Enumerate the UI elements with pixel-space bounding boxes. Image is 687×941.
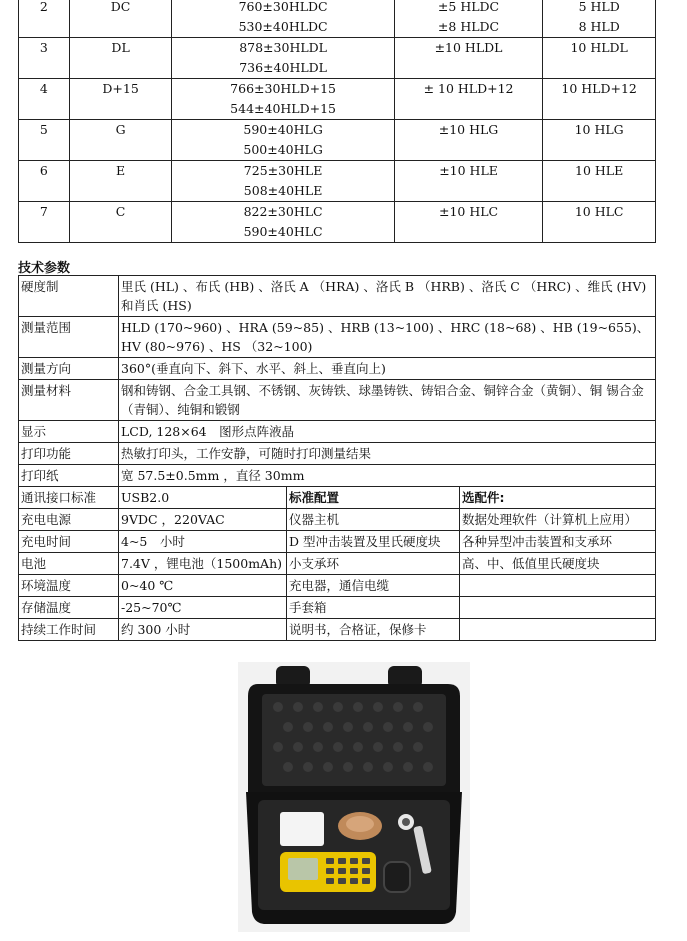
row-number — [19, 79, 70, 120]
print-label: 打印功能 — [19, 443, 119, 465]
test-block-detail — [346, 816, 374, 832]
range-row — [19, 0, 656, 38]
range-row — [19, 120, 656, 161]
opt-item-1: 数据处理软件（计算机上应用） — [460, 509, 656, 531]
spec-table — [18, 275, 656, 641]
row-number — [19, 38, 70, 79]
impact-device-type-text: DC — [110, 0, 131, 14]
storage-label: 存储温度 — [19, 597, 119, 619]
spec-row-direction — [19, 358, 656, 380]
error-value-text: ±10 HLC — [438, 204, 499, 219]
hardness-range-text: 766±30HLD+15 — [230, 81, 337, 96]
hardness-range — [172, 79, 394, 120]
impact-device-type — [69, 161, 172, 202]
repeatability-value-text: 10 HLDL — [570, 40, 628, 55]
std-item-2: D 型冲击装置及里氏硬度块 — [287, 531, 460, 553]
hardness-range — [172, 0, 394, 38]
error-value-text: ±5 HLDC — [437, 0, 500, 14]
repeatability-value — [543, 120, 656, 161]
impact-device-type-text: DL — [111, 40, 130, 55]
repeatability-value-text: 5 HLD — [578, 0, 620, 14]
error-value — [394, 79, 543, 120]
interface-value: USB2.0 — [119, 487, 287, 509]
hardness-range — [172, 161, 394, 202]
row-number-text: 3 — [39, 40, 48, 55]
hardness-range-table — [18, 0, 656, 243]
display-label: 显示 — [19, 421, 119, 443]
direction-value: 360°(垂直向下、斜下、水平、斜上、垂直向上) — [119, 358, 656, 380]
direction-label: 测量方向 — [19, 358, 119, 380]
spec-row-interface — [19, 487, 656, 509]
impact-device-type — [69, 0, 172, 38]
hardness-label: 硬度制 — [19, 276, 119, 317]
repeatability-value-text: 10 HLD+12 — [561, 81, 637, 96]
repeatability-value-text: 8 HLD — [578, 19, 620, 34]
spec-row-work — [19, 619, 656, 641]
row-number — [19, 161, 70, 202]
power-label: 充电电源 — [19, 509, 119, 531]
charge-label: 充电时间 — [19, 531, 119, 553]
repeatability-value — [543, 161, 656, 202]
spec-row-battery — [19, 553, 656, 575]
impact-device-type-text: G — [115, 122, 126, 137]
spec-title: 技术参数 — [18, 261, 71, 276]
hardness-range-text: 530±40HLDC — [238, 19, 328, 34]
row-number — [19, 120, 70, 161]
opt-item-empty-6 — [460, 619, 656, 641]
spec-row-material — [19, 380, 656, 421]
spec-row-hardness — [19, 276, 656, 317]
charge-value: 4~5 小时 — [119, 531, 287, 553]
hardness-range-text: 725±30HLE — [243, 163, 323, 178]
material-label: 测量材料 — [19, 380, 119, 421]
opt-item-2: 各种异型冲击装置和支承环 — [460, 531, 656, 553]
range-value: HLD (170~960) 、HRA (59~85) 、HRB (13~100) 、HRC (18~68) 、HB (19~655)、 HV (80~976) 、HS （32~100) — [119, 317, 656, 358]
hardness-range-text: 500±40HLG — [243, 142, 323, 157]
impact-device-type — [69, 120, 172, 161]
paper-label: 打印纸 — [19, 465, 119, 487]
row-number-text: 4 — [39, 81, 48, 96]
spec-row-env — [19, 575, 656, 597]
battery-value: 7.4V ，锂电池（1500mAh) — [119, 553, 287, 575]
range-row — [19, 38, 656, 79]
support-ring-hole — [402, 818, 410, 826]
repeatability-value — [543, 79, 656, 120]
opt-item-3: 高、中、低值里氏硬度块 — [460, 553, 656, 575]
row-number-text: 7 — [39, 204, 48, 219]
spec-row-paper — [19, 465, 656, 487]
hardness-range-text: 590±40HLG — [243, 122, 323, 137]
hardness-range-text: 544±40HLD+15 — [230, 101, 337, 116]
row-number-text: 6 — [39, 163, 48, 178]
error-value-text: ± 10 HLD+12 — [423, 81, 514, 96]
env-value: 0~40 ℃ — [119, 575, 287, 597]
repeatability-value-text: 10 HLC — [574, 204, 624, 219]
std-item-5: 手套箱 — [287, 597, 460, 619]
impact-device-type-text: E — [116, 163, 126, 178]
product-case-photo — [238, 662, 470, 932]
repeatability-value-text: 10 HLG — [574, 122, 624, 137]
error-value — [394, 161, 543, 202]
spec-row-charge — [19, 531, 656, 553]
row-number — [19, 0, 70, 38]
hardness-range-text: 508±40HLE — [243, 183, 323, 198]
error-value-text: ±10 HLG — [438, 122, 499, 137]
std-item-3: 小支承环 — [287, 553, 460, 575]
hardness-range — [172, 38, 394, 79]
error-value-text: ±10 HLE — [439, 163, 498, 178]
spec-row-print — [19, 443, 656, 465]
power-value: 9VDC ，220VAC — [119, 509, 287, 531]
hardness-range — [172, 120, 394, 161]
paper-value: 宽 57.5±0.5mm ，直径 30mm — [119, 465, 656, 487]
spec-row-range — [19, 317, 656, 358]
hardness-range-text: 736±40HLDL — [239, 60, 327, 75]
row-number-text: 5 — [39, 122, 48, 137]
impact-device-type — [69, 79, 172, 120]
std-config-header: 标准配置 — [287, 487, 460, 509]
std-item-4: 充电器，通信电缆 — [287, 575, 460, 597]
work-label: 持续工作时间 — [19, 619, 119, 641]
repeatability-value — [543, 38, 656, 79]
battery-label: 电池 — [19, 553, 119, 575]
optional-header: 选配件: — [460, 487, 656, 509]
error-value — [394, 38, 543, 79]
error-value-text: ±8 HLDC — [437, 19, 500, 34]
hardness-range-text: 878±30HLDL — [239, 40, 327, 55]
work-value: 约 300 小时 — [119, 619, 287, 641]
error-value — [394, 120, 543, 161]
hardness-range-text: 590±40HLC — [243, 224, 323, 239]
display-value: LCD, 128×64 图形点阵液晶 — [119, 421, 656, 443]
print-value: 热敏打印头，工作安静，可随时打印测量结果 — [119, 443, 656, 465]
spec-row-power — [19, 509, 656, 531]
impact-device-type-text: C — [115, 204, 126, 219]
hardness-range-text: 760±30HLDC — [238, 0, 328, 14]
std-item-6: 说明书，合格证，保修卡 — [287, 619, 460, 641]
repeatability-value — [543, 0, 656, 38]
spec-row-storage — [19, 597, 656, 619]
repeatability-value — [543, 202, 656, 243]
range-row — [19, 161, 656, 202]
env-label: 环境温度 — [19, 575, 119, 597]
cable-coil — [384, 862, 410, 892]
tester-screen — [288, 858, 318, 880]
impact-device-type — [69, 202, 172, 243]
row-number-text: 2 — [39, 0, 48, 14]
hardness-range-text: 822±30HLC — [243, 204, 323, 219]
impact-device-type-text: D+15 — [102, 81, 139, 96]
range-label: 测量范围 — [19, 317, 119, 358]
interface-label: 通讯接口标准 — [19, 487, 119, 509]
opt-item-empty-4 — [460, 575, 656, 597]
opt-item-empty-5 — [460, 597, 656, 619]
impact-device-type — [69, 38, 172, 79]
std-item-1: 仪器主机 — [287, 509, 460, 531]
error-value-text: ±10 HLDL — [434, 40, 503, 55]
spec-row-display — [19, 421, 656, 443]
repeatability-value-text: 10 HLE — [575, 163, 624, 178]
row-number — [19, 202, 70, 243]
material-value: 钢和铸钢、合金工具钢、不锈钢、灰铸铁、球墨铸铁、铸铝合金、铜锌合金（黄铜）、铜 锡合金（青铜）、纯铜和锻钢 — [119, 380, 656, 421]
hardness-value: 里氏 (HL) 、布氏 (HB) 、洛氏 A （HRA) 、洛氏 B （HRB) 、洛氏 C （HRC) 、维氏 (HV) 和肖氏 (HS) — [119, 276, 656, 317]
paper-roll — [280, 812, 324, 846]
hardness-range — [172, 202, 394, 243]
range-row — [19, 202, 656, 243]
error-value — [394, 0, 543, 38]
storage-value: -25~70℃ — [119, 597, 287, 619]
range-row — [19, 79, 656, 120]
hardness-range-body — [19, 0, 656, 243]
error-value — [394, 202, 543, 243]
